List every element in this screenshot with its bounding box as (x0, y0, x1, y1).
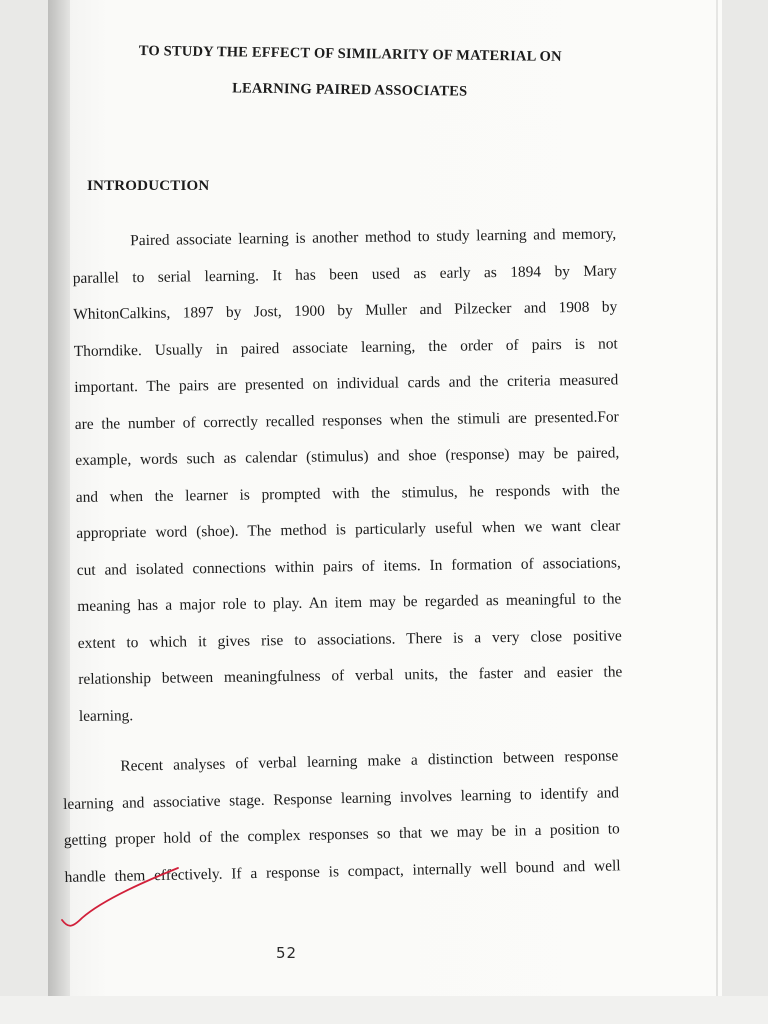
paragraph-1 (72, 216, 623, 735)
paragraph-line: example, words such as calendar (stimulus) and shoe (response) may be paired, (75, 444, 620, 469)
page-edge (716, 0, 718, 996)
paragraph-line: important. The pairs are presented on individual cards and the criteria measured (74, 371, 619, 396)
paragraph-line: learning and associative stage. Response learning involves learning to identify and (62, 783, 620, 813)
paragraph-line: Recent analyses of verbal learning make a distinction between response (120, 747, 619, 775)
paragraph-line: relationship between meaningfulness of verbal units, the faster and easier the (78, 663, 623, 688)
paragraph-line: extent to which it gives rise to associations. There is a very close positive (77, 626, 622, 652)
red-correction-mark (58, 862, 198, 932)
paragraph-line: handle them effectively. If a response is compact, internally well bound and well (64, 856, 621, 886)
document-title (120, 41, 581, 103)
paragraph-line: cut and isolated connections within pairs of items. In formation of associations, (76, 553, 621, 579)
correction-stroke (62, 868, 178, 926)
paragraph-line: learning. (78, 706, 134, 725)
paragraph-line: Thorndike. Usually in paired associate learning, the order of pairs is not (73, 334, 618, 360)
paragraph-line: Paired associate learning is another method to study learning and memory, (130, 225, 617, 250)
paragraph-line: are the number of correctly recalled responses when the stimuli are presented.For (74, 407, 619, 433)
section-heading: INTRODUCTION (87, 178, 210, 194)
paragraph-line: parallel to serial learning. It has been used as early as 1894 by Mary (72, 261, 617, 287)
paragraph-line: getting proper hold of the complex responses so that we may be in a position to (63, 820, 620, 849)
paragraph-line: meaning has a major role to play. An item may be regarded as meaningful to the (77, 590, 622, 615)
page-number: 52 (276, 944, 298, 962)
paragraph-line: appropriate word (shoe). The method is particularly useful when we want clear (76, 517, 621, 542)
title-line-2: LEARNING PAIRED ASSOCIATES (232, 80, 468, 100)
title-line-1: TO STUDY THE EFFECT OF SIMILARITY OF MATERIAL ON (138, 43, 562, 65)
page-bottom-margin (0, 996, 768, 1024)
paragraph-line: and when the learner is prompted with the stimulus, he responds with the (75, 480, 620, 506)
paragraph-line: WhitonCalkins, 1897 by Jost, 1900 by Muller and Pilzecker and 1908 by (73, 298, 618, 323)
